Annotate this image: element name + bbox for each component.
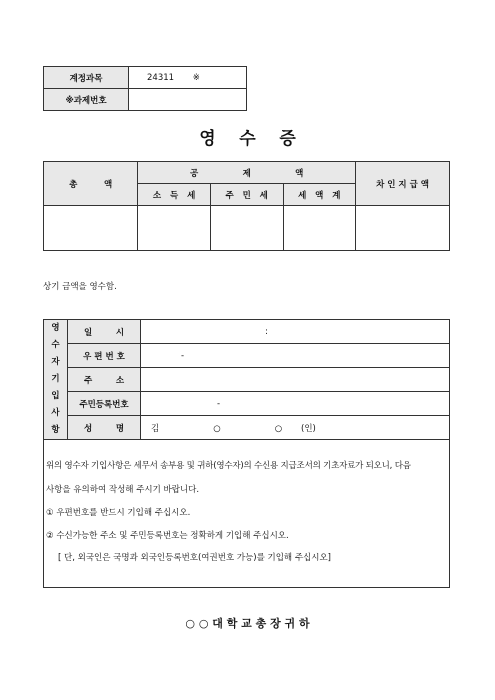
payee-side-char: 영 [51, 323, 60, 333]
notes-item-2: ② 수신가능한 주소 및 주민등록번호는 정확하게 기입해 주십시오. [46, 531, 289, 541]
document-title: 영 수 증 [199, 129, 296, 149]
account-label: 계정과목 [44, 67, 129, 89]
net-pay-cell[interactable] [356, 206, 450, 251]
notes-box [43, 429, 450, 588]
net-pay-header: 차 인 지 급 액 [356, 162, 450, 206]
account-code: 24311 [147, 72, 175, 83]
notes-line-2: 사항을 유의하여 작성해 주시기 바랍니다. [46, 485, 200, 495]
payee-side-label [44, 320, 68, 440]
payee-side-char: 기 [51, 374, 60, 384]
tax-sum-header: 세 액 계 [283, 184, 356, 206]
date-field[interactable]: : [141, 320, 450, 344]
notes-item-3: [ 단, 외국인은 국명과 외국인등록번호(여권번호 가능)를 기입해 주십시오] [58, 553, 332, 563]
postal-code-field[interactable]: - [141, 344, 450, 368]
account-value-cell[interactable] [129, 67, 247, 89]
total-amount-header: 총 액 [44, 162, 138, 206]
account-table [43, 66, 247, 111]
payee-side-char: 사 [51, 408, 60, 418]
payee-table [43, 319, 450, 440]
amounts-table [43, 161, 450, 251]
task-number-field[interactable] [129, 89, 247, 111]
name-field[interactable]: 김 ○ ○ (인) [141, 416, 450, 440]
tax-sum-cell[interactable] [283, 206, 356, 251]
notes-line-1: 위의 영수자 기입사항은 세무서 송부용 및 귀하(영수자)의 수신용 지급조서의 기초자료가 되오니, 다음 [46, 461, 411, 471]
total-amount-cell[interactable] [44, 206, 138, 251]
account-mark: ※ [192, 72, 200, 83]
date-label: 일 시 [68, 320, 141, 344]
resident-tax-header: 주 민 세 [210, 184, 283, 206]
payee-side-char: 자 [51, 357, 60, 367]
postal-code-label: 우 편 번 호 [68, 344, 141, 368]
address-label: 주 소 [68, 368, 141, 392]
payee-side-char: 입 [51, 391, 60, 401]
receipt-statement: 상기 금액을 영수함. [43, 282, 117, 292]
resident-tax-cell[interactable] [210, 206, 283, 251]
payee-side-char: 항 [51, 425, 60, 435]
resident-number-label: 주민등록번호 [68, 392, 141, 416]
income-tax-cell[interactable] [138, 206, 211, 251]
notes-item-1: ① 우편번호를 반드시 기입해 주십시오. [46, 508, 191, 518]
name-label: 성 명 [68, 416, 141, 440]
addressee-footer: ○ ○ 대 학 교 총 장 귀 하 [185, 617, 310, 630]
resident-number-field[interactable]: - [141, 392, 450, 416]
income-tax-header: 소 득 세 [138, 184, 211, 206]
deduction-header: 공 제 액 [138, 162, 356, 184]
payee-side-char: 수 [51, 340, 60, 350]
address-field[interactable] [141, 368, 450, 392]
task-number-label: ※과제번호 [44, 89, 129, 111]
